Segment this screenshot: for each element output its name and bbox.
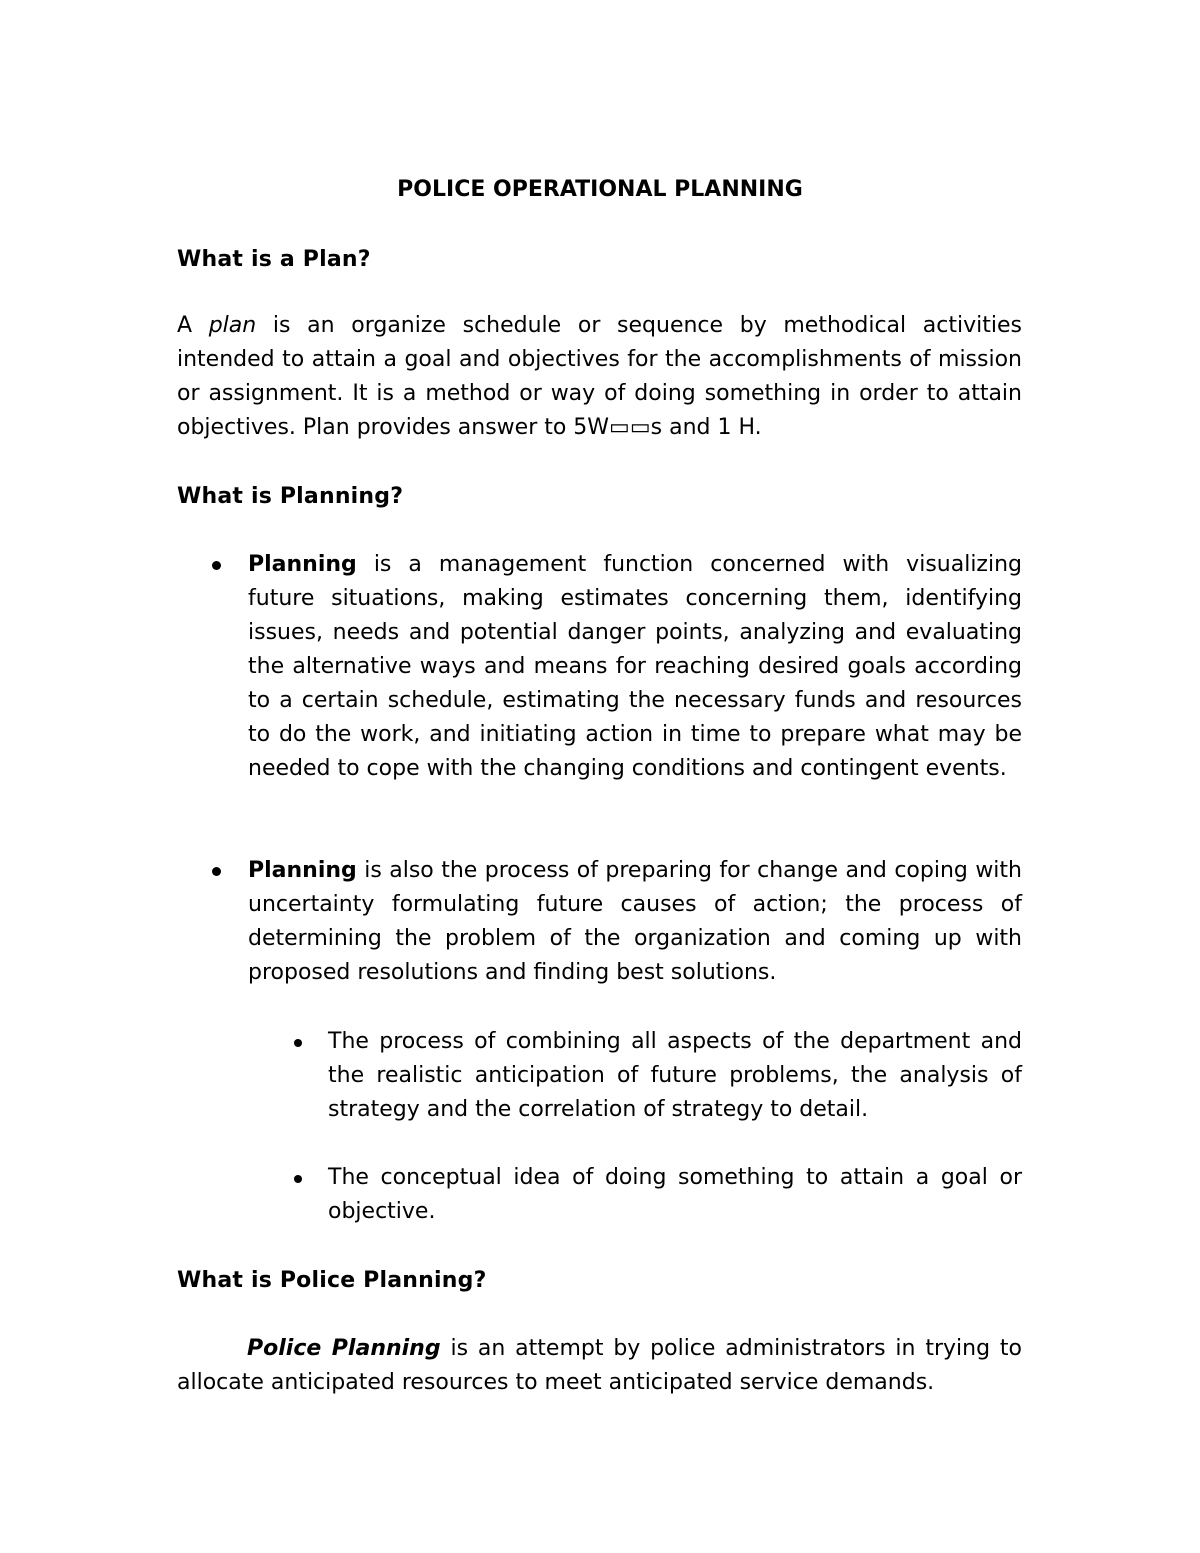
- police-planning-text: is an attempt by police administrators in trying to allocate anticipated resources to meet anticipated service demands.: [177, 1336, 1022, 1395]
- planning-term-2: Planning: [248, 858, 357, 883]
- bullet-icon: [212, 561, 221, 570]
- planning-bullet-2-text: is also the process of preparing for change and coping with uncertainty formulating future causes of action; the process of determining the problem of the organization and coming up with proposed resolutions and finding best solutions.: [248, 858, 1022, 985]
- planning-term-1: Planning: [248, 552, 357, 577]
- heading-what-is-a-plan: What is a Plan?: [177, 247, 371, 272]
- document-title: POLICE OPERATIONAL PLANNING: [397, 177, 803, 202]
- sub-bullet-icon: [294, 1175, 302, 1183]
- planning-bullet-1: [248, 548, 1022, 786]
- police-planning-term: Police Planning: [247, 1336, 441, 1361]
- plan-intro-prefix: A: [177, 313, 209, 338]
- police-planning-paragraph: [177, 1332, 1022, 1400]
- sub-bullet-icon: [294, 1039, 302, 1047]
- planning-sub-bullet-2: The conceptual idea of doing something to attain a goal or objective.: [328, 1165, 1022, 1224]
- planning-bullet-1-text: is a management function concerned with visualizing future situations, making estimates concerning them, identifying issues, needs and potential danger points, analyzing and evaluating the alternative ways and means for reaching desired goals according to a certain schedule, estimating the necessary funds and resources to do the work, and initiating action in time to prepare what may be needed to cope with the changing conditions and contingent events.: [248, 552, 1022, 781]
- plan-definition-text: is an organize schedule or sequence by methodical activities intended to attain a goal and objectives for the accomplishments of mission or assignment. It is a method or way of doing something in order to attain objectives. Plan provides answer to 5W▭▭s and 1 H.: [177, 313, 1022, 440]
- planning-sub-bullet-1: The process of combining all aspects of the department and the realistic anticipation of future problems, the analysis of strategy and the correlation of strategy to detail.: [328, 1029, 1022, 1122]
- heading-what-is-police-planning: What is Police Planning?: [177, 1268, 487, 1293]
- plan-definition-paragraph: [177, 309, 1022, 445]
- bullet-icon: [212, 867, 221, 876]
- planning-bullet-2: [248, 854, 1022, 990]
- heading-what-is-planning: What is Planning?: [177, 484, 404, 509]
- plan-term: plan: [208, 313, 257, 338]
